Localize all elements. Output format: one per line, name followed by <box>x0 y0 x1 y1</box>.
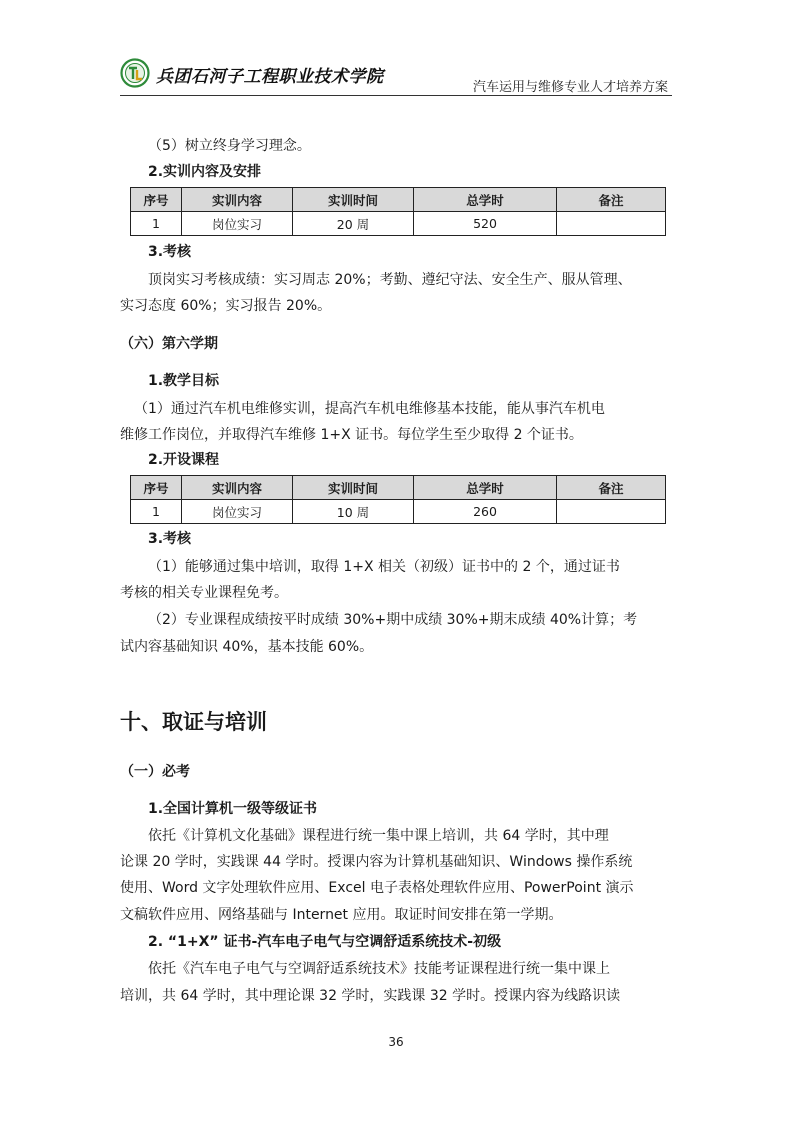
cert2-title: 2. “1+X” 证书-汽车电子电气与空调舒适系统技术-初级 <box>148 934 502 950</box>
section-heading-assessment: 3.考核 <box>148 244 192 260</box>
section-heading-teaching-goal: 1.教学目标 <box>148 373 220 389</box>
training-table-semester6 <box>130 475 666 524</box>
cert1-line2: 论课 20 学时，实践课 44 学时。授课内容为计算机基础知识、Windows 操作系统 <box>120 854 633 870</box>
goal-text-line1: （1）通过汽车机电维修实训，提高汽车机电维修基本技能，能从事汽车机电 <box>134 401 605 417</box>
col-header-remark: 备注 <box>557 188 666 212</box>
school-name: 兵团石河子工程职业技术学院 <box>156 67 384 87</box>
header-divider <box>120 95 672 96</box>
col-header-content: 实训内容 <box>182 476 293 500</box>
document-title: 汽车运用与维修专业人才培养方案 <box>472 80 668 95</box>
page-number: 36 <box>388 1035 404 1049</box>
cert2-line2: 培训，共 64 学时，其中理论课 32 学时，实践课 32 学时。授课内容为线路识读 <box>120 988 621 1004</box>
cell-remark <box>557 212 666 236</box>
col-header-remark: 备注 <box>557 476 666 500</box>
cell-time: 20 周 <box>293 212 414 236</box>
school-logo-icon <box>120 58 150 88</box>
subsection-required: （一）必考 <box>120 764 190 780</box>
assessment-text-line2: 实习态度 60%；实习报告 20%。 <box>120 298 332 314</box>
cell-hours: 260 <box>414 500 557 524</box>
table-row <box>131 500 666 524</box>
assess6-2-line1: （2）专业课程成绩按平时成绩 30%+期中成绩 30%+期末成绩 40%计算；考 <box>148 612 638 628</box>
cert1-line4: 文稿软件应用、网络基础与 Internet 应用。取证时间安排在第一学期。 <box>120 907 563 923</box>
cert1-line1: 依托《计算机文化基础》课程进行统一集中课上培训，共 64 学时，其中理 <box>148 828 609 844</box>
col-header-content: 实训内容 <box>182 188 293 212</box>
section-heading-training-content: 2.实训内容及安排 <box>148 164 262 180</box>
cell-remark <box>557 500 666 524</box>
training-table-semester5 <box>130 187 666 236</box>
section-heading-courses: 2.开设课程 <box>148 452 220 468</box>
cell-content: 岗位实习 <box>182 500 293 524</box>
item-5: （5）树立终身学习理念。 <box>148 138 311 154</box>
cert1-title: 1.全国计算机一级等级证书 <box>148 801 318 817</box>
col-header-no: 序号 <box>131 188 182 212</box>
cell-content: 岗位实习 <box>182 212 293 236</box>
cell-no: 1 <box>131 500 182 524</box>
cell-hours: 520 <box>414 212 557 236</box>
assess6-2-line2: 试内容基础知识 40%，基本技能 60%。 <box>120 639 374 655</box>
chapter-title: 十、取证与培训 <box>120 710 267 734</box>
cell-no: 1 <box>131 212 182 236</box>
table-header-row <box>131 188 666 212</box>
goal-text-line2: 维修工作岗位，并取得汽车维修 1+X 证书。每位学生至少取得 2 个证书。 <box>120 427 583 443</box>
cert2-line1: 依托《汽车电子电气与空调舒适系统技术》技能考证课程进行统一集中课上 <box>148 961 610 977</box>
col-header-hours: 总学时 <box>414 188 557 212</box>
table-header-row <box>131 476 666 500</box>
semester6-heading: （六）第六学期 <box>120 336 218 352</box>
assess6-1-line1: （1）能够通过集中培训，取得 1+X 相关（初级）证书中的 2 个，通过证书 <box>148 559 620 575</box>
section-heading-assessment-6: 3.考核 <box>148 531 192 547</box>
col-header-hours: 总学时 <box>414 476 557 500</box>
assess6-1-line2: 考核的相关专业课程免考。 <box>120 585 288 601</box>
cell-time: 10 周 <box>293 500 414 524</box>
col-header-no: 序号 <box>131 476 182 500</box>
cert1-line3: 使用、Word 文字处理软件应用、Excel 电子表格处理软件应用、PowerPoint 演示 <box>120 880 634 896</box>
page-header <box>120 54 672 96</box>
col-header-time: 实训时间 <box>293 476 414 500</box>
col-header-time: 实训时间 <box>293 188 414 212</box>
assessment-text-line1: 顶岗实习考核成绩：实习周志 20%；考勤、遵纪守法、安全生产、服从管理、 <box>148 272 632 288</box>
table-row <box>131 212 666 236</box>
